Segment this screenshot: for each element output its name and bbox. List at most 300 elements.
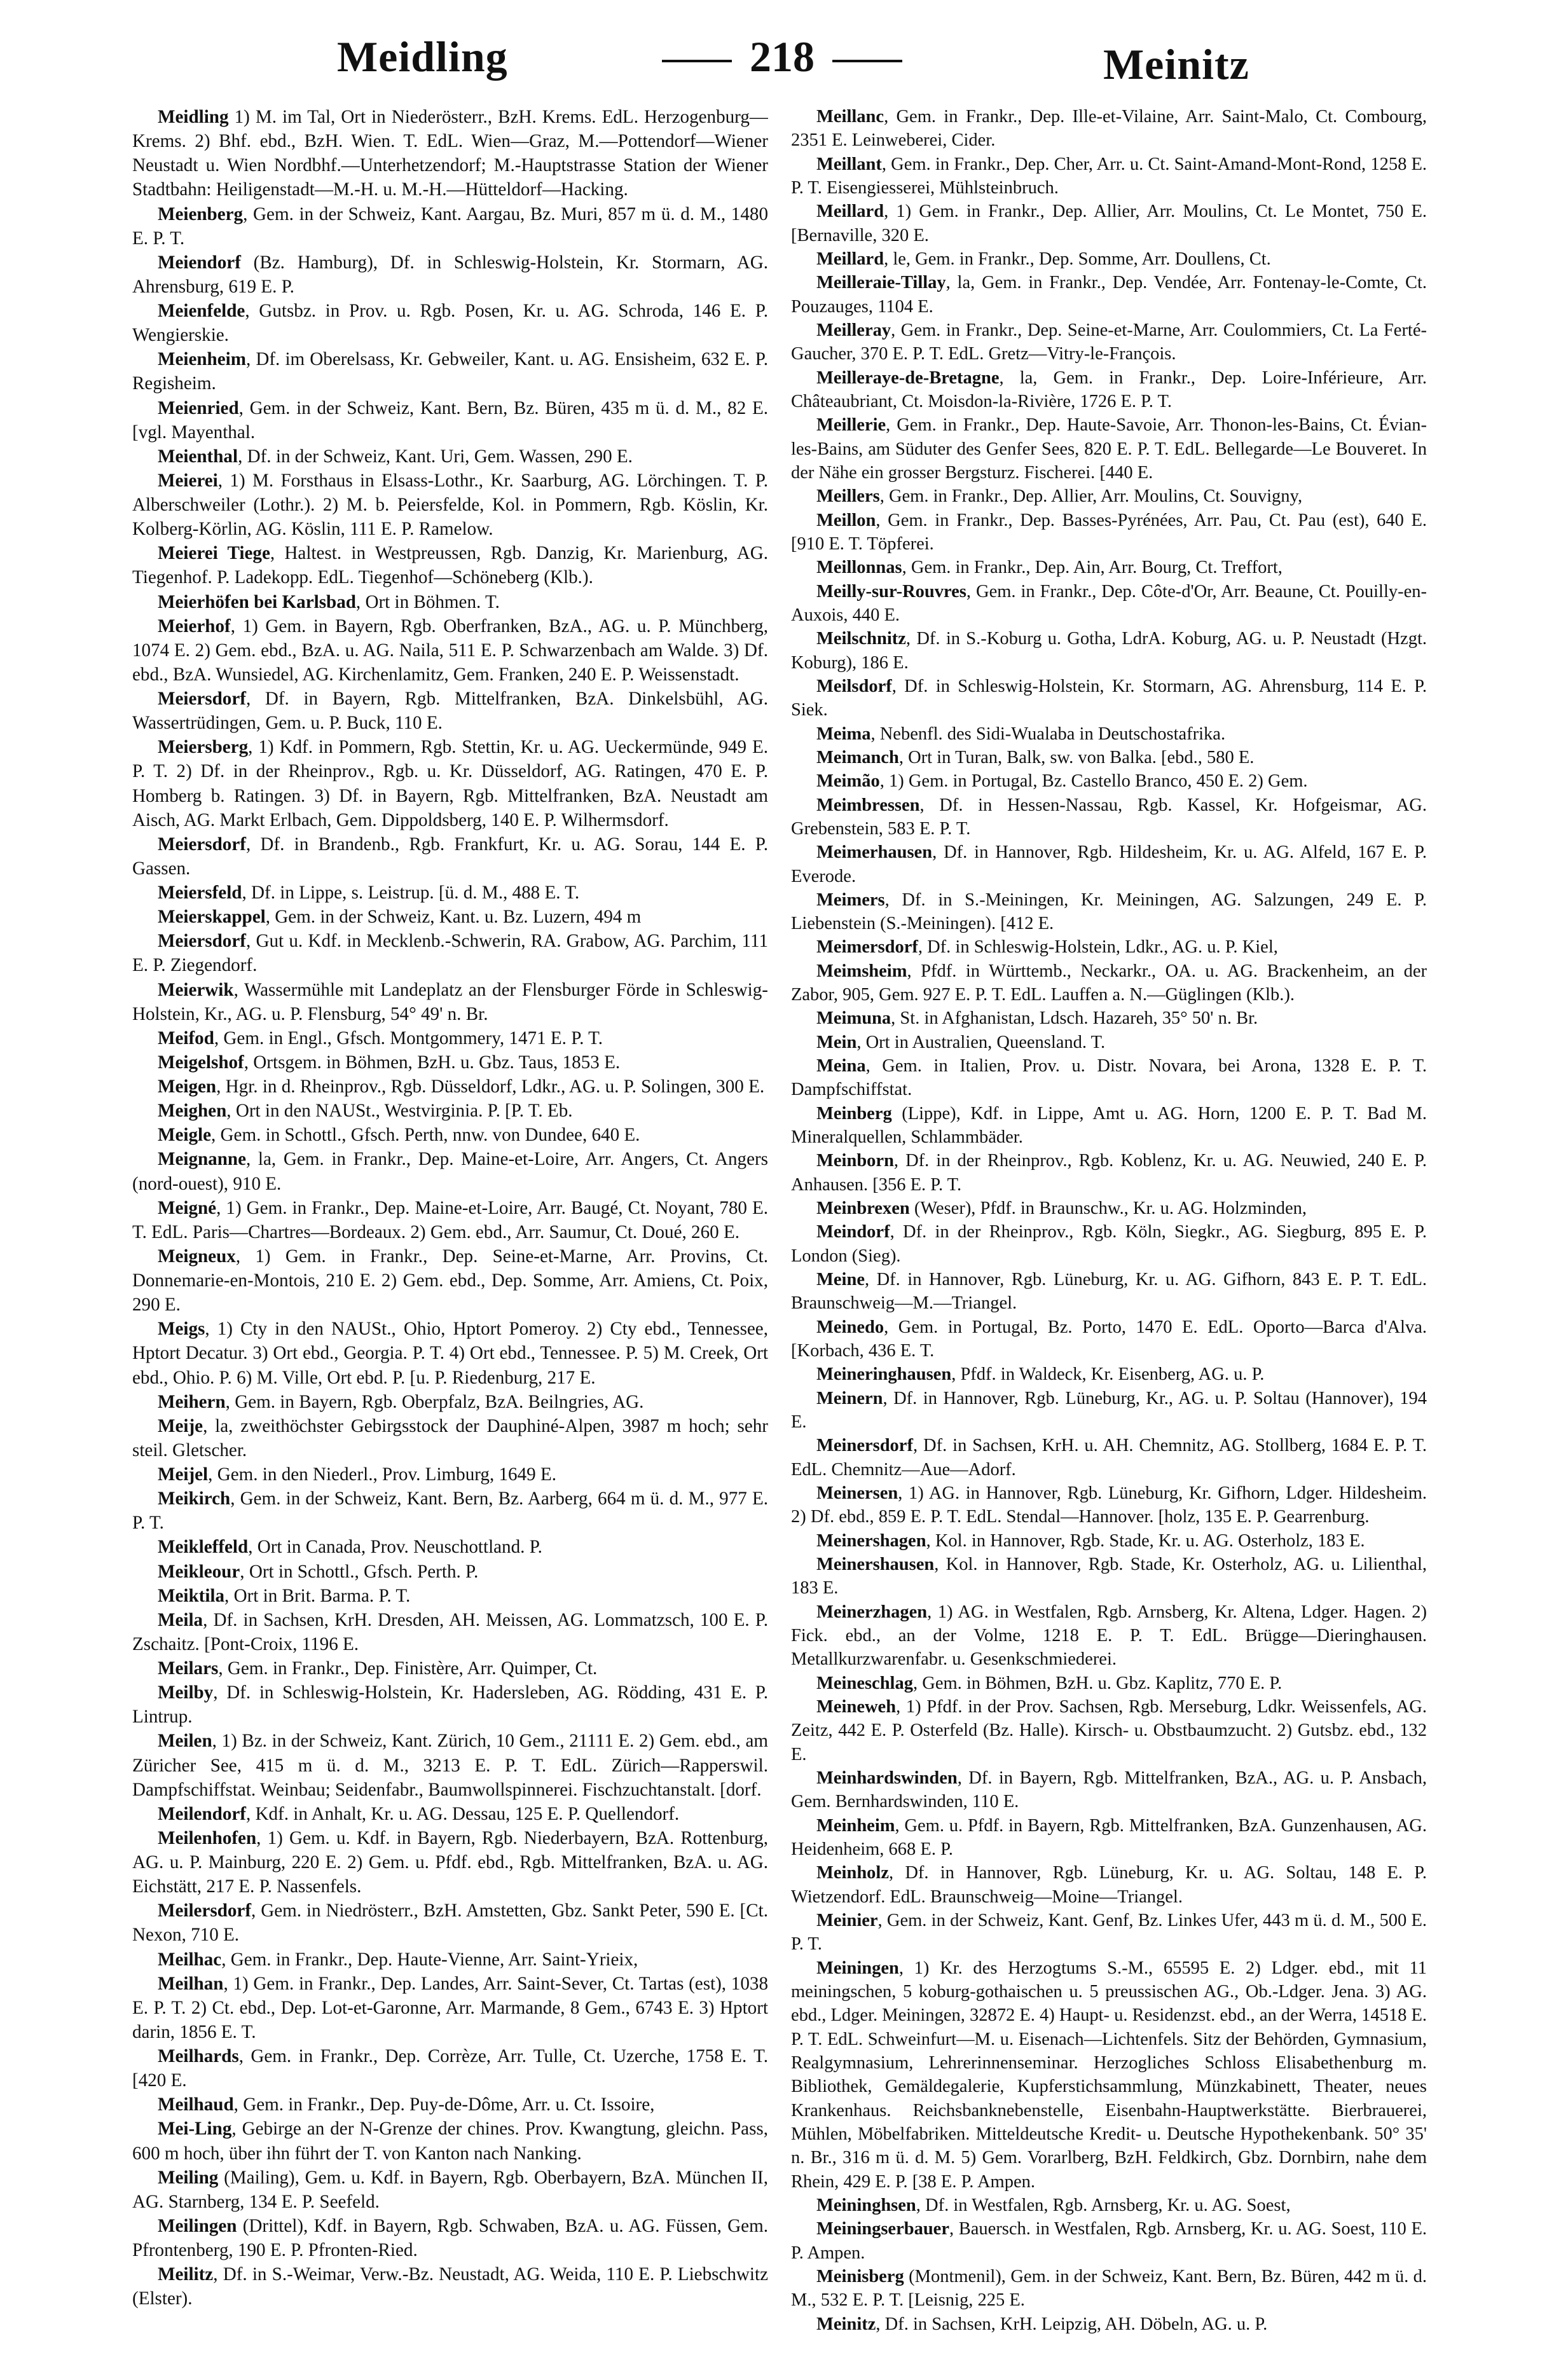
entry-headword: Meilen <box>158 1731 212 1752</box>
entry-text: , Df. in Hannover, Rgb. Lüneburg, Kr., AG. u. P. Soltau (Hannover), 194 E. <box>791 1388 1427 1433</box>
entry-text: , Df. in S.-Meiningen, Kr. Meiningen, AG. Salzungen, 249 E. P. Liebenstein (S.-Meiningen). [412 E. <box>791 890 1427 934</box>
dictionary-entry <box>791 413 1427 485</box>
entry-text: , Pfdf. in Waldeck, Kr. Eisenberg, AG. u. P. <box>951 1364 1265 1385</box>
entry-headword: Meina <box>816 1056 866 1076</box>
entry-text: , Gem. in Frankr., Dep. Corrèze, Arr. Tulle, Ct. Uzerche, 1758 E. T. [420 E. <box>132 2046 768 2091</box>
entry-text: , Gem. in Frankr., Dep. Ille-et-Vilaine, Arr. Saint-Malo, Ct. Combourg, 2351 E. Leinweberei, Cider. <box>791 107 1427 151</box>
entry-headword: Meilingen <box>158 2215 237 2236</box>
entry-text: , Gem. in Frankr., Dep. Ain, Arr. Bourg, Ct. Treffort, <box>902 558 1283 578</box>
dictionary-entry <box>791 1766 1427 1814</box>
dictionary-entry <box>132 1729 768 1801</box>
dictionary-entry <box>132 1414 768 1462</box>
dictionary-entry <box>132 541 768 589</box>
entry-text: , Gutsbz. in Prov. u. Rgb. Posen, Kr. u. AG. Schroda, 146 E. P. Wengierskie. <box>132 301 768 346</box>
entry-headword: Meikleffeld <box>158 1537 249 1558</box>
entry-headword: Meilendorf <box>158 1803 246 1824</box>
dictionary-entry <box>791 1672 1427 1695</box>
entry-headword: Meillard <box>816 249 884 269</box>
entry-headword: Mein <box>816 1032 857 1052</box>
entry-headword: Meillanc <box>816 107 884 127</box>
entry-text: , Df. in Hannover, Rgb. Lüneburg, Kr. u. AG. Soltau, 148 E. P. Wietzendorf. EdL. Braunschweig—Moine—Triangel. <box>791 1863 1427 1907</box>
entry-text: , Gem. in Böhmen, BzH. u. Gbz. Kaplitz, 770 E. P. <box>912 1673 1283 1693</box>
entry-text: , Df. in Brandenb., Rgb. Frankfurt, Kr. u. AG. Sorau, 144 E. P. Gassen. <box>132 834 768 879</box>
entry-text: (Montmenil), Gem. in der Schweiz, Kant. Bern, Bz. Büren, 442 m ü. d. M., 532 E. P. T. [Leisnig, 225 E. <box>791 2266 1427 2311</box>
entry-text: , Gem. in Frankr., Dep. Seine-et-Marne, Arr. Coulommiers, Ct. La Ferté-Gaucher, 370 E. P. T. EdL. Gretz—Vitry-le-François. <box>791 320 1427 364</box>
dictionary-entry <box>132 1026 768 1050</box>
entry-text: , Df. in Bayern, Rgb. Mittelfranken, BzA., AG. u. P. Ansbach, Gem. Bernhardswinden, 110 E. <box>791 1768 1427 1812</box>
dictionary-entry <box>132 299 768 347</box>
entry-headword: Meininghsen <box>816 2195 916 2215</box>
dictionary-entry <box>132 1487 768 1535</box>
entry-text: (Lippe), Kdf. in Lippe, Amt u. AG. Horn, 1200 E. P. T. Bad M. Mineralquellen, Schlammbäder. <box>791 1103 1427 1148</box>
dictionary-entry <box>132 1535 768 1559</box>
entry-text: , Df. in Bayern, Rgb. Mittelfranken, BzA. Dinkelsbühl, AG. Wassertrüdingen, Gem. u. P. Buck, 110 E. <box>132 689 768 734</box>
entry-headword: Meinholz <box>816 1863 889 1883</box>
entry-text: , 1) Cty in den NAUSt., Ohio, Hptort Pomeroy. 2) Cty ebd., Tennessee, Hptort Decatur. 3) Ort ebd., Georgia. P. T. 4) Ort ebd., Tennessee. P. 5) M. Creek, Ort ebd., Ohio. P. 6) M. Ville, Ort ebd. P. [u. P. Riedenburg, 217 E. <box>132 1319 768 1388</box>
entry-headword: Meiningen <box>816 1958 899 1978</box>
entry-headword: Meinbrexen <box>816 1199 910 1219</box>
entry-text: , Df. im Oberelsass, Kr. Gebweiler, Kant. u. AG. Ensisheim, 632 E. P. Regisheim. <box>132 349 768 394</box>
entry-headword: Meigs <box>158 1319 205 1340</box>
entry-headword: Meilhaud <box>158 2094 234 2115</box>
dictionary-entry <box>132 881 768 905</box>
dictionary-entry <box>132 1147 768 1195</box>
entry-text: , Ort in Schottl., Gfsch. Perth. P. <box>240 1561 479 1582</box>
entry-headword: Meiersdorf <box>158 931 246 952</box>
entry-text: , 1) AG. in Westfalen, Rgb. Arnsberg, Kr. Altena, Ldger. Hagen. 2) Fick. ebd., an der Volme, 1218 E. P. T. EdL. Brügge—Dieringhausen. Metallkurzwarenfabr. u. Gesenkschmiederei. <box>791 1602 1427 1670</box>
dictionary-entry <box>132 396 768 444</box>
header-left-word: Meidling <box>337 32 508 81</box>
entry-text: , la, Gem. in Frankr., Dep. Vendée, Arr. Fontenay-le-Comte, Ct. Pouzauges, 1104 E. <box>791 273 1427 317</box>
entry-headword: Meienried <box>158 397 239 418</box>
dictionary-entry <box>791 627 1427 675</box>
entry-headword: Meinedo <box>816 1317 884 1337</box>
entry-text: , 1) Gem. in Frankr., Dep. Landes, Arr. Saint-Sever, Ct. Tartas (est), 1038 E. P. T. 2) Ct. ebd., Dep. Lot-et-Garonne, Arr. Marmande, 8 Gem., 6743 E. 3) Hptort darin, 1856 E. T. <box>132 1973 768 2042</box>
dictionary-entry <box>132 978 768 1026</box>
dictionary-entry <box>132 1560 768 1584</box>
dictionary-entry <box>132 832 768 881</box>
dictionary-entry <box>791 841 1427 888</box>
entry-text: (Weser), Pfdf. in Braunschw., Kr. u. AG. Holzminden, <box>909 1199 1307 1219</box>
dictionary-entry <box>132 2262 768 2311</box>
dictionary-entry <box>132 1899 768 1947</box>
entry-headword: Meikleour <box>158 1561 240 1582</box>
entry-text: , Df. in Schleswig-Holstein, Kr. Hadersleben, AG. Rödding, 431 E. P. Lintrup. <box>132 1682 768 1728</box>
entry-text: , Df. in Schleswig-Holstein, Ldkr., AG. u. P. Kiel, <box>918 937 1278 958</box>
entry-headword: Meinisberg <box>816 2266 904 2286</box>
entry-text: , 1) Gem. in Frankr., Dep. Allier, Arr. Moulins, Ct. Le Montet, 750 E. [Bernaville, 320 E. <box>791 202 1427 245</box>
entry-text: , Df. in der Schweiz, Kant. Uri, Gem. Wassen, 290 E. <box>238 446 633 467</box>
entry-text: , Gem. in der Schweiz, Kant. Genf, Bz. Linkes Ufer, 443 m ü. d. M., 500 E. P. T. <box>791 1910 1427 1955</box>
entry-text: (Bz. Hamburg), Df. in Schleswig-Holstein, Kr. Stormarn, AG. Ahrensburg, 619 E. P. <box>132 252 768 297</box>
entry-headword: Meiersfeld <box>158 883 242 903</box>
entry-headword: Meiersdorf <box>158 689 246 709</box>
dictionary-entry <box>791 200 1427 247</box>
entry-headword: Meilersdorf <box>158 1900 252 1921</box>
entry-text: , Gem. u. Pfdf. in Bayern, Rgb. Mittelfranken, BzA. Gunzenhausen, AG. Heidenheim, 668 E. P. <box>791 1815 1427 1859</box>
entry-headword: Meimão <box>816 771 880 792</box>
entry-headword: Meima <box>816 724 871 744</box>
entry-text: , Nebenfl. des Sidi-Wualaba in Deutschostafrika. <box>870 724 1226 744</box>
dictionary-entry <box>132 590 768 614</box>
entry-headword: Meinheim <box>816 1815 895 1836</box>
dictionary-entry <box>132 905 768 929</box>
dictionary-entry <box>132 1317 768 1389</box>
dictionary-entry <box>791 935 1427 959</box>
entry-text: , Df. in Sachsen, KrH. Leipzig, AH. Döbeln, AG. u. P. <box>876 2314 1268 2334</box>
entry-headword: Meinersdorf <box>816 1436 913 1456</box>
entry-headword: Meinborn <box>816 1151 894 1171</box>
entry-text: , Gem. in Italien, Prov. u. Distr. Novara, bei Arona, 1328 E. P. T. Dampfschiffstat. <box>791 1056 1427 1100</box>
entry-text: , Gem. in Frankr., Dep. Haute-Vienne, Arr. Saint-Yrieix, <box>221 1949 638 1970</box>
header-dash-right <box>832 60 902 62</box>
entry-headword: Meighen <box>158 1101 227 1122</box>
entry-text: 1) M. im Tal, Ort in Niederösterr., BzH. Krems. EdL. Herzogenburg—Krems. 2) Bhf. ebd., BzH. Wien. T. EdL. Wien—Graz, M.—Pottendorf—Wiener Neustadt u. Wien Nordbhf.—Unterhetzendorf; M.-Hauptstrasse Station der Wiener Stadtbahn: Heiligenstadt—M.-H. u. M.-H.—Hütteldorf—Hacking. <box>132 107 768 200</box>
entry-text: , Gem. in Frankr., Dep. Cher, Arr. u. Ct. Saint-Amand-Mont-Rond, 1258 E. P. T. Eisengiesserei, Mühlsteinbruch. <box>791 154 1427 198</box>
entry-headword: Meimerhausen <box>816 842 933 863</box>
entry-headword: Meineschlag <box>816 1673 913 1693</box>
entry-headword: Meigen <box>158 1076 217 1097</box>
entry-headword: Meierskappel <box>158 907 266 928</box>
entry-headword: Meilitz <box>158 2264 214 2285</box>
entry-text: , Df. in Hannover, Rgb. Lüneburg, Kr. u. AG. Gifhorn, 843 E. P. T. EdL. Braunschweig—M.—Triangel. <box>791 1270 1427 1314</box>
entry-text: (Mailing), Gem. u. Kdf. in Bayern, Rgb. Oberbayern, BzA. München II, AG. Starnberg, 134 E. P. Seefeld. <box>132 2167 768 2212</box>
dictionary-entry <box>132 1244 768 1317</box>
entry-headword: Meilenhofen <box>158 1827 257 1848</box>
entry-text: , Kol. in Hannover, Rgb. Stade, Kr. Osterholz, AG. u. Lilienthal, 183 E. <box>791 1555 1427 1598</box>
dictionary-entry <box>791 1316 1427 1363</box>
entry-headword: Meiersberg <box>158 737 249 758</box>
entry-text: , 1) Kr. des Herzogtums S.-M., 65595 E. 2) Ldger. ebd., mit 11 meiningschen, 5 koburg-gothaischen u. 5 preussischen AG., Ob.-Ldger. Jena. 3) AG. ebd., Ldger. Meiningen, 32872 E. 4) Haupt- u. Residenzst. ebd., an der Werra, 14518 E. P. T. EdL. Schweinfurt—M. u. Eisenach—Lichtenfels. Sitz der Behörden, Gymnasium, Realgymnasium, Lehrerinnenseminar. Herzogliches Schloss Elisabethenburg m. Bibliothek, Gemäldegalerie, Kupferstichsammlung, Münzkabinett, Theater, neues Krankenhaus. Reichsbanknebenstelle, Eisenbahn-Hauptwerkstätte. Bierbrauerei, Mühlen, Möbelfabriken. Mitteldeutsche Kredit- u. Deutsche Hypothekenbank. 50° 35' n. Br., 316 m ü. d. M. 5) Gem. Vorarlberg, BzH. Feldkirch, Gbz. Dornbirn, nahe dem Rhein, 429 E. P. [38 E. P. Ampen. <box>791 1958 1427 2192</box>
dictionary-entry <box>791 1553 1427 1600</box>
dictionary-entry <box>132 1656 768 1680</box>
entry-text: , Bauersch. in Westfalen, Rgb. Arnsberg, Kr. u. AG. Soest, 110 E. P. Ampen. <box>791 2219 1427 2263</box>
entry-text: , Gem. in der Schweiz, Kant. u. Bz. Luzern, 494 m <box>265 907 642 928</box>
entry-headword: Meierhöfen bei Karlsbad <box>158 591 356 612</box>
entry-headword: Meillonnas <box>816 558 902 578</box>
entry-headword: Meierhof <box>158 615 231 636</box>
dictionary-entry <box>132 687 768 735</box>
entry-headword: Meienfelde <box>158 301 245 321</box>
dictionary-entry <box>791 746 1427 769</box>
dictionary-entry <box>132 2093 768 2117</box>
entry-text: , Df. in S.-Koburg u. Gotha, LdrA. Koburg, AG. u. P. Neustadt (Hzgt. Koburg), 186 E. <box>791 629 1427 673</box>
entry-headword: Meiendorf <box>158 252 241 273</box>
dictionary-entry <box>791 722 1427 746</box>
dictionary-entry <box>791 509 1427 556</box>
dictionary-entry <box>791 2265 1427 2313</box>
dictionary-entry <box>132 1123 768 1147</box>
dictionary-entry <box>791 1102 1427 1150</box>
entry-text: , 1) Gem. in Frankr., Dep. Seine-et-Marne, Arr. Provins, Ct. Donnemarie-en-Montois, 210 E. 2) Gem. ebd., Dep. Somme, Arr. Amiens, Ct. Poix, 290 E. <box>132 1246 768 1316</box>
dictionary-entry <box>791 2313 1427 2336</box>
entry-text: , Gem. in Schottl., Gfsch. Perth, nnw. von Dundee, 640 E. <box>211 1125 640 1146</box>
dictionary-entry <box>791 1220 1427 1268</box>
entry-text: , Ort in Turan, Balk, sw. von Balka. [ebd., 580 E. <box>898 747 1255 767</box>
dictionary-entry <box>791 1197 1427 1220</box>
entry-headword: Meilhan <box>158 1973 224 1994</box>
entry-headword: Meillant <box>816 154 882 174</box>
entry-headword: Meinersen <box>816 1483 898 1504</box>
entry-text: , Gem. in Frankr., Dep. Haute-Savoie, Arr. Thonon-les-Bains, Ct. Évian-les-Bains, am Süduter des Genfer Sees, 820 E. P. T. EdL. Bellegarde—Le Bouveret. In der Nähe ein grosser Bergsturz. Fischerei. [440 E. <box>791 415 1427 483</box>
entry-headword: Meilhards <box>158 2046 239 2066</box>
entry-headword: Meila <box>158 1609 203 1630</box>
dictionary-entry <box>791 1363 1427 1386</box>
entry-text: , Df. in S.-Weimar, Verw.-Bz. Neustadt, AG. Weida, 110 E. P. Liebschwitz (Elster). <box>132 2264 768 2309</box>
entry-text: , Kol. in Hannover, Rgb. Stade, Kr. u. AG. Osterholz, 183 E. <box>926 1530 1365 1551</box>
entry-headword: Meiling <box>158 2167 219 2188</box>
entry-text: , Hgr. in d. Rheinprov., Rgb. Düsseldorf, Ldkr., AG. u. P. Solingen, 300 E. <box>216 1076 765 1097</box>
dictionary-entry <box>132 1680 768 1729</box>
dictionary-entry <box>791 2194 1427 2217</box>
dictionary-entry <box>791 1149 1427 1197</box>
entry-text: , Df. in Schleswig-Holstein, Kr. Stormarn, AG. Ahrensburg, 114 E. P. Siek. <box>791 676 1427 720</box>
dictionary-entry <box>132 614 768 687</box>
dictionary-entry <box>132 1196 768 1244</box>
entry-headword: Meiersdorf <box>158 834 246 855</box>
entry-text: , 1) Kdf. in Pommern, Rgb. Stettin, Kr. u. AG. Ueckermünde, 949 E. P. T. 2) Df. in der Rheinprov., Rgb. u. Kr. Düsseldorf, AG. Ratingen, 470 E. P. Homberg b. Ratingen. 3) Df. in Bayern, Rgb. Mittelfranken, BzA. Neustadt am Aisch, AG. Markt Erlbach, Gem. Dippoldsberg, 140 E. P. Wilhermsdorf. <box>132 737 768 830</box>
dictionary-entry <box>132 2214 768 2262</box>
dictionary-entry <box>791 1481 1427 1529</box>
entry-text: , Ort in Böhmen. T. <box>355 591 500 612</box>
dictionary-entry <box>791 580 1427 628</box>
entry-text: , Gem. in Frankr., Dep. Allier, Arr. Moulins, Ct. Souvigny, <box>879 486 1303 507</box>
entry-headword: Meilby <box>158 1682 214 1703</box>
entry-headword: Meinhardswinden <box>816 1768 958 1788</box>
dictionary-entry <box>132 1462 768 1487</box>
entry-text: , Ort in den NAUSt., Westvirginia. P. [P. T. Eb. <box>226 1101 573 1122</box>
entry-headword: Meinier <box>816 1910 878 1930</box>
dictionary-entry <box>791 1529 1427 1553</box>
entry-text: , Ort in Australien, Queensland. T. <box>856 1032 1106 1052</box>
entry-headword: Meierei Tiege <box>158 543 270 564</box>
entry-headword: Meinershausen <box>816 1555 935 1575</box>
entry-headword: Meiningserbauer <box>816 2219 949 2239</box>
dictionary-entry <box>791 319 1427 366</box>
entry-headword: Meilhac <box>158 1949 222 1970</box>
dictionary-entry <box>791 888 1427 936</box>
entry-headword: Meimersdorf <box>816 937 918 958</box>
entry-text: , Pfdf. in Württemb., Neckarkr., OA. u. AG. Brackenheim, an der Zabor, 905, Gem. 927 E. P. T. EdL. Lauffen a. N.—Güglingen (Klb.). <box>791 961 1427 1005</box>
dictionary-entry <box>791 1268 1427 1316</box>
entry-headword: Meineweh <box>816 1696 897 1717</box>
entry-text: , 1) Gem. in Bayern, Rgb. Oberfranken, BzA., AG. u. P. Münchberg, 1074 E. 2) Gem. ebd., BzA. u. AG. Naila, 511 E. P. Schwarzenbach am Walde. 3) Df. ebd., BzA. Wunsiedel, AG. Kirchenlamitz, Gem. Franken, 240 E. P. Weissenstadt. <box>132 615 768 685</box>
dictionary-entry <box>132 1972 768 2044</box>
entry-headword: Meifod <box>158 1027 214 1048</box>
entry-text: , 1) Gem. in Frankr., Dep. Maine-et-Loire, Arr. Baugé, Ct. Noyant, 780 E. T. EdL. Paris—Chartres—Bordeaux. 2) Gem. ebd., Arr. Saumur, Ct. Doué, 260 E. <box>132 1197 768 1242</box>
dictionary-entry <box>132 1948 768 1972</box>
dictionary-entry <box>791 105 1427 153</box>
entry-text: , 1) M. Forsthaus in Elsass-Lothr., Kr. Saarburg, AG. Lörchingen. T. P. Alberschweiler (Lothr.). 2) M. b. Peiersfelde, Kol. in Pommern, Rgb. Köslin, Kr. Kolberg-Körlin, AG. Köslin, 111 E. P. Ramelow. <box>132 470 768 540</box>
dictionary-entry <box>791 153 1427 200</box>
entry-headword: Meienthal <box>158 446 238 467</box>
entry-text: , Wassermühle mit Landeplatz an der Flensburger Förde in Schleswig-Holstein, Kr., AG. u. P. Flensburg, 54° 49' n. Br. <box>132 979 768 1024</box>
dictionary-entry <box>791 769 1427 793</box>
entry-headword: Meillard <box>816 202 884 222</box>
header-dash-left <box>662 60 732 62</box>
entry-text: , St. in Afghanistan, Ldsch. Hazareh, 35° 50' n. Br. <box>891 1008 1258 1029</box>
entry-text: , Df. in Hessen-Nassau, Rgb. Kassel, Kr. Hofgeismar, AG. Grebenstein, 583 E. P. T. <box>791 795 1427 839</box>
entry-text: , Gem. in der Schweiz, Kant. Bern, Bz. Aarberg, 664 m ü. d. M., 977 E. P. T. <box>132 1488 768 1534</box>
entry-text: , Gut u. Kdf. in Mecklenb.-Schwerin, RA. Grabow, AG. Parchim, 111 E. P. Ziegendorf. <box>132 931 768 976</box>
entry-headword: Meinern <box>816 1388 883 1408</box>
entry-text: , le, Gem. in Frankr., Dep. Somme, Arr. Doullens, Ct. <box>884 249 1271 269</box>
entry-text: , 1) Gem. in Portugal, Bz. Castello Branco, 450 E. 2) Gem. <box>879 771 1308 792</box>
entry-headword: Meindorf <box>816 1222 890 1242</box>
dictionary-entry <box>791 485 1427 508</box>
entry-headword: Meiktila <box>158 1585 225 1606</box>
entry-text: , la, Gem. in Frankr., Dep. Maine-et-Loire, Arr. Angers, Ct. Angers (nord-ouest), 910 E. <box>132 1149 768 1194</box>
dictionary-entry <box>791 271 1427 319</box>
entry-text: , Gem. in Niedrösterr., BzH. Amstetten, Gbz. Sankt Peter, 590 E. [Ct. Nexon, 710 E. <box>132 1900 768 1946</box>
dictionary-entry <box>791 1434 1427 1481</box>
entry-text: , Ort in Brit. Barma. P. T. <box>224 1585 411 1606</box>
entry-text: , Haltest. in Westpreussen, Rgb. Danzig, Kr. Marienburg, AG. Tiegenhof. P. Ladekopp. EdL. Tiegenhof—Schöneberg (Klb.). <box>132 543 768 588</box>
entry-headword: Meimsheim <box>816 961 907 981</box>
entry-headword: Meinitz <box>816 2314 876 2334</box>
entry-headword: Meilleray <box>816 320 891 340</box>
header-right-word: Meinitz <box>1103 40 1249 88</box>
entry-headword: Meilleraie-Tillay <box>816 273 946 293</box>
entry-text: , la, zweithöchster Gebirgsstock der Dauphiné-Alpen, 3987 m hoch; sehr steil. Gletscher. <box>132 1415 768 1460</box>
entry-headword: Meillerie <box>816 415 886 436</box>
entry-headword: Meilleraye-de-Bretagne <box>816 368 1000 388</box>
dictionary-entry <box>132 2166 768 2214</box>
entry-headword: Meilschnitz <box>816 629 906 649</box>
entry-headword: Meienberg <box>158 203 244 224</box>
entry-headword: Meilars <box>158 1658 219 1679</box>
page-header <box>0 25 1568 102</box>
entry-headword: Meillon <box>816 510 876 530</box>
dictionary-entry <box>791 1909 1427 1956</box>
dictionary-entry <box>132 202 768 251</box>
right-column <box>791 105 1427 2343</box>
entry-headword: Meidling <box>158 107 229 127</box>
dictionary-entry <box>791 247 1427 271</box>
dictionary-entry <box>791 1861 1427 1909</box>
dictionary-entry <box>791 1031 1427 1054</box>
dictionary-entry <box>132 2117 768 2165</box>
dictionary-entry <box>791 1007 1427 1030</box>
dictionary-entry <box>132 347 768 395</box>
entry-headword: Meikirch <box>158 1488 231 1509</box>
entry-text: , Gem. in Bayern, Rgb. Oberpfalz, BzA. Beilngries, AG. <box>225 1391 644 1412</box>
entry-text: , Df. in Hannover, Rgb. Hildesheim, Kr. u. AG. Alfeld, 167 E. P. Everode. <box>791 842 1427 886</box>
dictionary-entry <box>791 1695 1427 1766</box>
entry-headword: Meignanne <box>158 1149 247 1170</box>
entry-text: , Gem. in Engl., Gfsch. Montgommery, 1471 E. P. T. <box>214 1027 603 1048</box>
dictionary-entry <box>132 444 768 469</box>
entry-text: , Gem. in Frankr., Dep. Côte-d'Or, Arr. Beaune, Ct. Pouilly-en-Auxois, 440 E. <box>791 581 1427 625</box>
entry-headword: Meilsdorf <box>816 676 892 696</box>
dictionary-entry <box>791 2217 1427 2265</box>
entry-text: , la, Gem. in Frankr., Dep. Loire-Inférieure, Arr. Châteaubriant, Ct. Moisdon-la-Rivière, 1726 E. P. T. <box>791 368 1427 411</box>
entry-text: , Ort in Canada, Prov. Neuschottland. P. <box>248 1537 542 1558</box>
dictionary-entry <box>132 251 768 299</box>
dictionary-entry <box>132 1099 768 1123</box>
entry-headword: Meillers <box>816 486 880 507</box>
dictionary-entry <box>132 1075 768 1099</box>
entry-text: , Gem. in Frankr., Dep. Finistère, Arr. Quimper, Ct. <box>218 1658 598 1679</box>
entry-text: , Df. in der Rheinprov., Rgb. Koblenz, Kr. u. AG. Neuwied, 240 E. P. Anhausen. [356 E. P. T. <box>791 1151 1427 1195</box>
dictionary-entry <box>791 1387 1427 1434</box>
entry-headword: Meierwik <box>158 979 234 1000</box>
dictionary-entry <box>132 1608 768 1656</box>
entry-text: , Gebirge an der N-Grenze der chines. Prov. Kwangtung, gleichn. Pass, 600 m hoch, über ihn führt der T. von Kanton nach Nanking. <box>132 2119 768 2164</box>
entry-headword: Meigelshof <box>158 1052 244 1073</box>
entry-headword: Meimers <box>816 890 885 910</box>
dictionary-entry <box>132 929 768 977</box>
dictionary-entry <box>132 1802 768 1826</box>
entry-text: (Drittel), Kdf. in Bayern, Rgb. Schwaben, BzA. u. AG. Füssen, Gem. Pfrontenberg, 190 E. P. Pfronten-Ried. <box>132 2215 768 2260</box>
dictionary-entry <box>791 556 1427 579</box>
dictionary-entry <box>791 1956 1427 2194</box>
entry-headword: Meinerzhagen <box>816 1602 928 1622</box>
entry-headword: Meije <box>158 1415 203 1436</box>
entry-text: , 1) Gem. u. Kdf. in Bayern, Rgb. Niederbayern, BzA. Rottenburg, AG. u. P. Mainburg, 220 E. 2) Gem. u. Pfdf. ebd., Rgb. Mittelfranken, BzA. u. AG. Eichstätt, 217 E. P. Nassenfels. <box>132 1827 768 1897</box>
entry-text: , Df. in der Rheinprov., Rgb. Köln, Siegkr., AG. Siegburg, 895 E. P. London (Sieg). <box>791 1222 1427 1266</box>
entry-headword: Meierei <box>158 470 218 491</box>
dictionary-entry <box>132 1826 768 1899</box>
entry-headword: Meimanch <box>816 747 899 767</box>
page-number: 218 <box>750 32 815 81</box>
entry-text: , 1) Pfdf. in der Prov. Sachsen, Rgb. Merseburg, Ldkr. Weissenfels, AG. Zeitz, 442 E. P. Osterfeld (Bz. Halle). Kirsch- u. Obstbaumzucht. 2) Gutsbz. ebd., 132 E. <box>791 1696 1427 1764</box>
dictionary-entry <box>791 675 1427 722</box>
entry-text: , 1) AG. in Hannover, Rgb. Lüneburg, Kr. Gifhorn, Ldger. Hildesheim. 2) Df. ebd., 859 E. P. T. EdL. Stendal—Hannover. [holz, 135 E. P. Gearrenburg. <box>791 1483 1427 1527</box>
dictionary-entry <box>791 1054 1427 1102</box>
entry-headword: Meilly-sur-Rouvres <box>816 581 966 601</box>
entry-text: , Df. in Sachsen, KrH. Dresden, AH. Meissen, AG. Lommatzsch, 100 E. P. Zschaitz. [Pont-Croix, 1196 E. <box>132 1609 768 1654</box>
entry-text: , Gem. in der Schweiz, Kant. Aargau, Bz. Muri, 857 m ü. d. M., 1480 E. P. T. <box>132 203 768 249</box>
entry-headword: Meineringhausen <box>816 1364 952 1385</box>
entry-headword: Meienheim <box>158 349 246 370</box>
entry-headword: Meinberg <box>816 1103 892 1124</box>
entry-text: , Gem. in Frankr., Dep. Puy-de-Dôme, Arr. u. Ct. Issoire, <box>233 2094 655 2115</box>
entry-text: , Df. in Sachsen, KrH. u. AH. Chemnitz, AG. Stollberg, 1684 E. P. T. EdL. Chemnitz—Aue—Adorf. <box>791 1436 1427 1480</box>
entry-text: , 1) Bz. in der Schweiz, Kant. Zürich, 10 Gem., 21111 E. 2) Gem. ebd., am Züricher See, 415 m ü. d. M., 3213 E. P. T. EdL. Zürich—Rapperswil. Dampfschiffstat. Weinbau; Seidenfabr., Baumwollspinnerei. Fischzuchtanstalt. [dorf. <box>132 1731 768 1800</box>
dictionary-entry <box>132 1390 768 1414</box>
header-page-number-group <box>642 32 922 82</box>
dictionary-entry <box>791 366 1427 414</box>
dictionary-entry <box>132 1584 768 1608</box>
dictionary-entry <box>791 959 1427 1007</box>
entry-headword: Meinershagen <box>816 1530 926 1551</box>
dictionary-entry <box>132 1050 768 1075</box>
entry-headword: Meigné <box>158 1197 217 1218</box>
entry-text: , Ortsgem. in Böhmen, BzH. u. Gbz. Taus, 1853 E. <box>244 1052 621 1073</box>
entry-headword: Meijel <box>158 1464 209 1485</box>
dictionary-entry <box>791 1814 1427 1862</box>
entry-headword: Meimbressen <box>816 795 920 815</box>
entry-text: , Df. in Westfalen, Rgb. Arnsberg, Kr. u. AG. Soest, <box>916 2195 1291 2215</box>
dictionary-entry <box>132 469 768 541</box>
entry-headword: Meimuna <box>816 1008 891 1029</box>
dictionary-entry <box>132 735 768 832</box>
entry-text: , Gem. in Frankr., Dep. Basses-Pyrénées, Arr. Pau, Ct. Pau (est), 640 E. [910 E. T. Töpferei. <box>791 510 1427 554</box>
dictionary-entry <box>132 105 768 202</box>
left-column <box>132 105 768 2343</box>
dictionary-entry <box>791 1600 1427 1672</box>
entry-text: , Gem. in den Niederl., Prov. Limburg, 1649 E. <box>208 1464 557 1485</box>
entry-text: , Kdf. in Anhalt, Kr. u. AG. Dessau, 125 E. P. Quellendorf. <box>245 1803 680 1824</box>
entry-headword: Meigle <box>158 1125 211 1146</box>
dictionary-entry <box>132 2044 768 2093</box>
entry-headword: Meigneux <box>158 1246 236 1267</box>
entry-headword: Meihern <box>158 1391 226 1412</box>
entry-headword: Meine <box>816 1270 865 1290</box>
entry-headword: Mei-Ling <box>158 2119 232 2140</box>
entry-text: , Df. in Lippe, s. Leistrup. [ü. d. M., 488 E. T. <box>242 883 580 903</box>
